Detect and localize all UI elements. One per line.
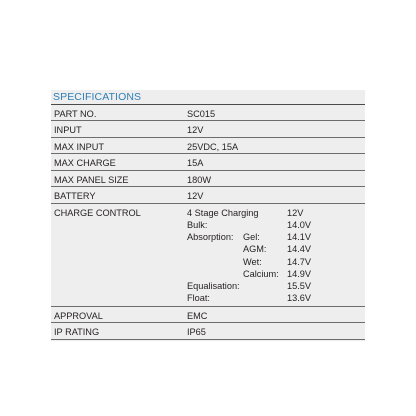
spec-label-part-no: PART NO.	[54, 109, 97, 119]
charge-stage-voltage: 12V	[287, 208, 304, 218]
spec-value-max-input: 25VDC, 15A	[187, 142, 239, 152]
row-divider	[51, 339, 365, 340]
spec-label-max-input: MAX INPUT	[54, 142, 105, 152]
row-divider	[51, 306, 365, 307]
charge-stage-voltage: 14.0V	[287, 220, 312, 230]
header-divider	[51, 104, 365, 105]
charge-stage-voltage: 14.1V	[287, 232, 312, 242]
charge-stage-voltage: 14.4V	[287, 244, 312, 254]
row-divider	[51, 170, 365, 171]
battery-type-label: Calcium:	[243, 269, 279, 279]
row-divider	[51, 137, 365, 138]
battery-type-label: Wet:	[243, 257, 262, 267]
row-divider	[51, 186, 365, 187]
row-divider	[51, 153, 365, 154]
row-divider	[51, 120, 365, 121]
specifications-title: SPECIFICATIONS	[53, 91, 142, 103]
spec-label-max-charge: MAX CHARGE	[54, 158, 116, 168]
row-divider	[51, 203, 365, 204]
charge-stage-label: Absorption:	[187, 232, 234, 242]
spec-value-max-charge: 15A	[187, 158, 204, 168]
spec-value-approval: EMC	[187, 311, 208, 321]
battery-type-label: AGM:	[243, 244, 267, 254]
battery-type-label: Gel:	[243, 232, 260, 242]
spec-value-max-panel-size: 180W	[187, 175, 212, 185]
spec-label-battery: BATTERY	[54, 191, 96, 201]
spec-label-max-panel-size: MAX PANEL SIZE	[54, 175, 129, 185]
spec-value-battery: 12V	[187, 191, 204, 201]
spec-label-charge-control: CHARGE CONTROL	[54, 208, 141, 218]
charge-stage-label: Equalisation:	[187, 281, 240, 291]
charge-stage-voltage: 14.7V	[287, 257, 312, 267]
spec-label-approval: APPROVAL	[54, 311, 103, 321]
spec-label-input: INPUT	[54, 125, 82, 135]
charge-stage-label: Float:	[187, 293, 210, 303]
spec-value-ip-rating: IP65	[187, 327, 206, 337]
charge-stage-label: 4 Stage Charging	[187, 208, 259, 218]
spec-value-input: 12V	[187, 125, 204, 135]
row-divider	[51, 322, 365, 323]
charge-stage-label: Bulk:	[187, 220, 208, 230]
spec-label-ip-rating: IP RATING	[54, 327, 100, 337]
spec-value-part-no: SC015	[187, 109, 216, 119]
charge-stage-voltage: 15.5V	[287, 281, 312, 291]
charge-stage-voltage: 13.6V	[287, 293, 312, 303]
charge-stage-voltage: 14.9V	[287, 269, 312, 279]
